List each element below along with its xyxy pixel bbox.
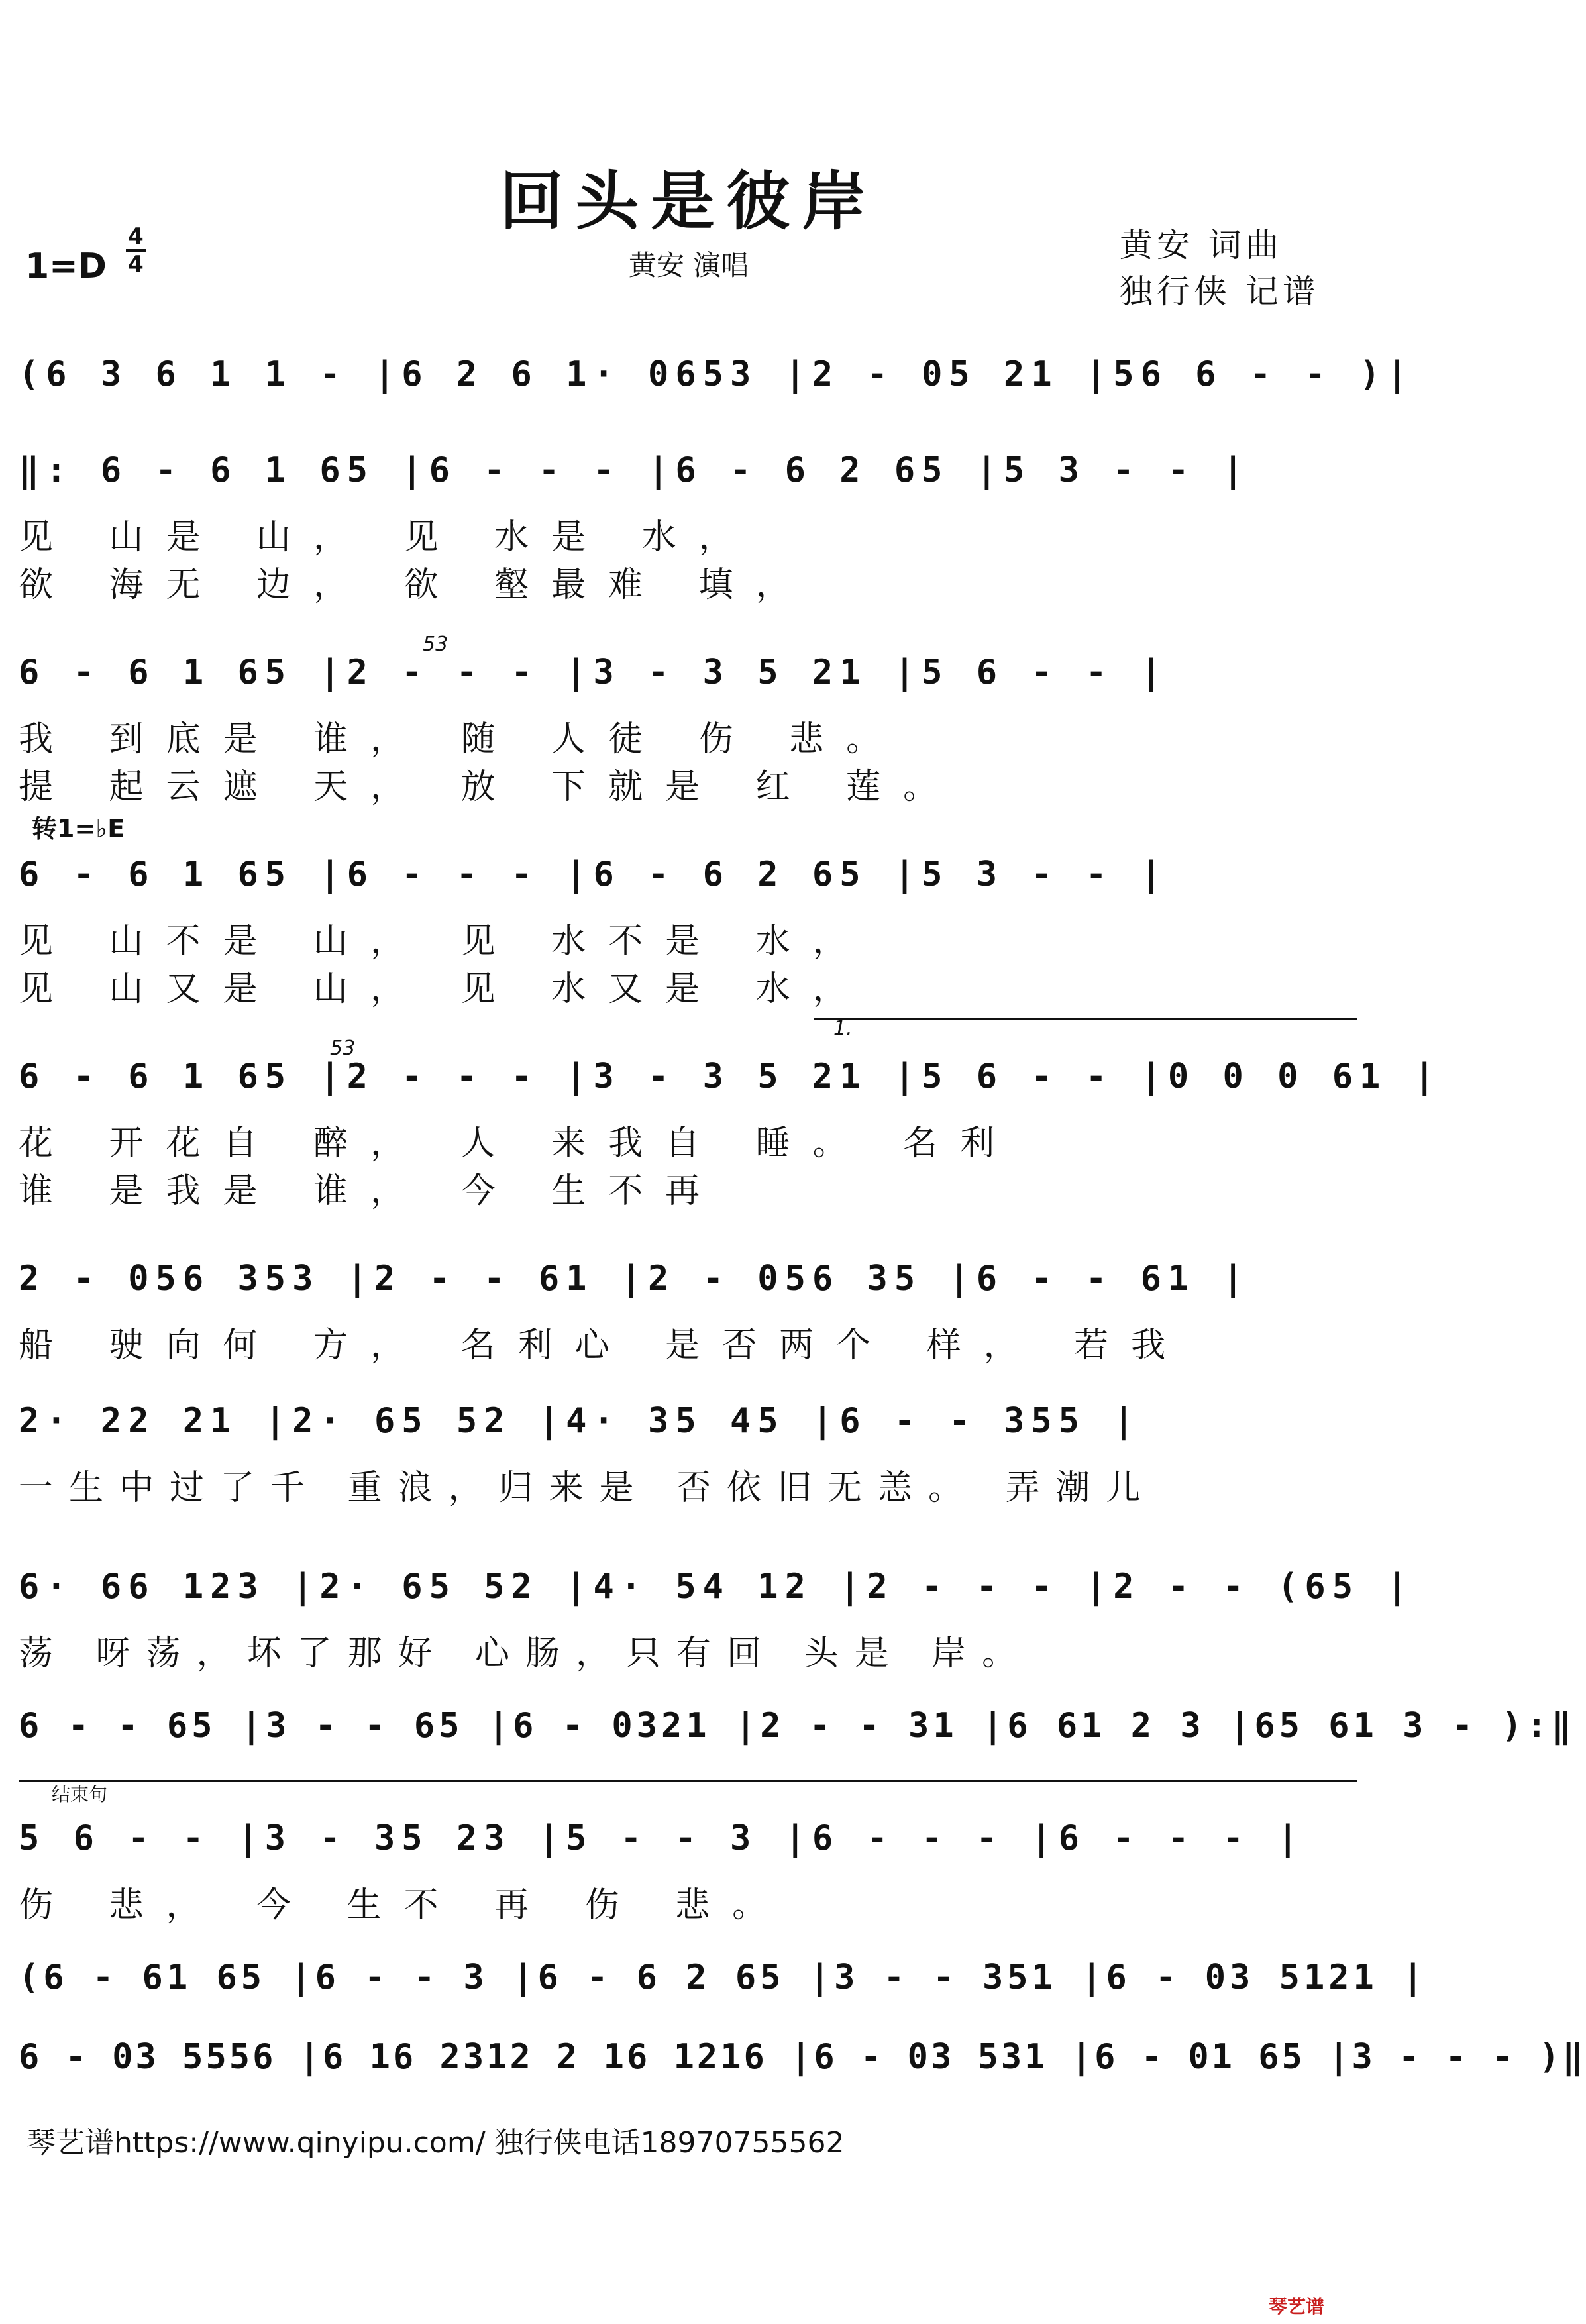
meter-bottom: 4 [128, 251, 144, 278]
grace-note: 53 [330, 1037, 356, 1060]
notation-line: 2 - 056 353 |2 - - 61 |2 - 056 35 |6 - - 61 | [19, 1259, 1250, 1298]
lyric-line: 荡 呀荡，坏了那好 心肠，只有回 头是 岸。 [19, 1634, 1033, 1673]
score-row-2 [19, 450, 1357, 605]
score-row-8 [19, 1567, 1414, 1673]
notation-line: 6 - - 65 |3 - - 65 |6 - 0321 |2 - - 31 |6 61 2 3 |65 61 3 - ):‖ [19, 1706, 1576, 1746]
singer-credit: 黄安 演唱 [628, 249, 749, 282]
score-row-6 [19, 1259, 1357, 1365]
lyric-verse-2: 谁 是我是 谁， 今 生不再 [19, 1171, 723, 1211]
meter-top: 4 [128, 223, 144, 250]
volta-label: 1. [833, 1017, 853, 1040]
lyric-verse-2: 提 起云遮 天， 放 下就是 红 莲。 [19, 767, 961, 807]
score-row-10 [19, 1783, 1357, 1925]
notation-line: 6 - 6 1 65 |2 - - - |3 - 3 5 21 |5 6 - - | [19, 653, 1168, 692]
score-row-3 [19, 633, 1357, 807]
score-row-12 [19, 2037, 1586, 2110]
notation-line: (6 - 61 65 |6 - - 3 |6 - 6 2 65 |3 - - 351 |6 - 03 5121 | [19, 1958, 1428, 1997]
score-row-9 [19, 1706, 1576, 1779]
volta-bracket [814, 1018, 1357, 1020]
notation-line: 6· 66 123 |2· 65 52 |4· 54 12 |2 - - - |2 - - (65 | [19, 1567, 1414, 1607]
key-signature: 1=D [25, 246, 107, 286]
notation-line: 2· 22 21 |2· 65 52 |4· 35 45 |6 - - 355 | [19, 1401, 1141, 1441]
score-row-7 [19, 1401, 1357, 1508]
coda-bracket [19, 1780, 1357, 1782]
lyric-line: 一生中过了千 重浪，归来是 否依旧无恙。 弄潮儿 [19, 1468, 1157, 1508]
notation-line: ‖: 6 - 6 1 65 |6 - - - |6 - 6 2 65 |5 3 - - | [19, 450, 1250, 490]
modulation-mark: 转1=♭E [32, 814, 125, 843]
score-row-1 [19, 354, 1414, 427]
lyric-verse-1: 见 山是 山， 见 水是 水， [19, 517, 756, 557]
lyric-verse-1: 见 山不是 山， 见 水不是 水， [19, 922, 870, 961]
site-logo: 琴艺谱 [1269, 2296, 1325, 2317]
footer-source: 琴艺谱https://www.qinyipu.com/ 独行侠电话18970755562 [26, 2126, 845, 2160]
score-row-4 [19, 814, 1357, 1009]
score-row-5 [19, 1017, 1442, 1211]
lyric-verse-2: 欲 海无 边， 欲 壑最难 填， [19, 565, 813, 605]
notation-line: 6 - 03 5556 |6 16 2312 2 16 1216 |6 - 03 531 |6 - 01 65 |3 - - - )‖ [19, 2037, 1586, 2077]
notation-line: 6 - 6 1 65 |2 - - - |3 - 3 5 21 |5 6 - - |0 0 0 61 | [19, 1057, 1442, 1096]
composer-credit: 黄安 词曲 [1120, 226, 1283, 264]
notation-line: 6 - 6 1 65 |6 - - - |6 - 6 2 65 |5 3 - - | [19, 855, 1168, 894]
page-title: 回头是彼岸 [500, 164, 878, 238]
lyric-line: 伤 悲， 今 生不 再 伤 悲。 [19, 1885, 790, 1925]
lyric-line: 船 驶向何 方， 名利心 是否两个 样， 若我 [19, 1326, 1189, 1365]
grace-note: 53 [423, 633, 449, 656]
lyric-verse-1: 花 开花自 醉， 人 来我自 睡。 名利 [19, 1124, 1018, 1163]
score-row-11 [19, 1958, 1428, 2031]
notation-line: 5 6 - - |3 - 35 23 |5 - - 3 |6 - - - |6 - - - | [19, 1819, 1305, 1858]
coda-label: 结束句 [52, 1783, 108, 1805]
transcriber-credit: 独行侠 记谱 [1120, 272, 1320, 311]
lyric-verse-2: 见 山又是 山， 见 水又是 水， [19, 969, 870, 1009]
notation-line: (6 3 6 1 1 - |6 2 6 1· 0653 |2 - 05 21 |56 6 - - )| [19, 354, 1414, 394]
lyric-verse-1: 我 到底是 谁， 随 人徒 伤 悲。 [19, 719, 904, 759]
